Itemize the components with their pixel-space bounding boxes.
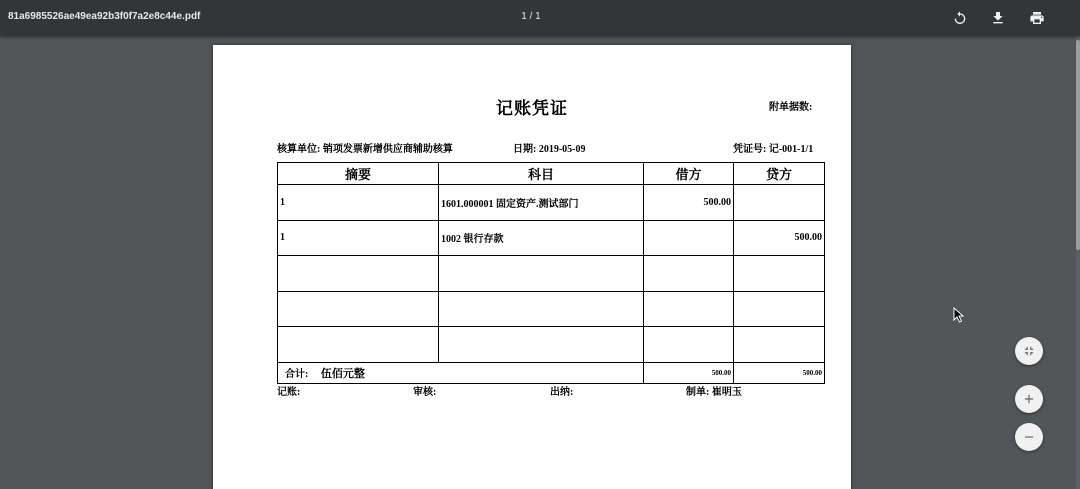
- debit-cell: [644, 291, 734, 327]
- summary-cell: [278, 256, 439, 292]
- credit-cell: 500.00: [734, 220, 825, 256]
- table-header-row: [278, 163, 825, 185]
- accounting-unit: [277, 140, 453, 155]
- fit-page-button[interactable]: [1015, 337, 1043, 365]
- debit-cell: [644, 220, 734, 256]
- bookkeeper-label: 记账:: [277, 387, 301, 398]
- preparer-value: 崔明玉: [711, 387, 742, 398]
- total-credit: 500.00: [734, 362, 825, 383]
- voucher-number: [733, 140, 813, 155]
- debit-cell: 500.00: [644, 185, 734, 221]
- total-amount-words: 伍佰元整: [320, 367, 365, 380]
- preparer-label: 制单:: [686, 387, 710, 398]
- summary-cell: [278, 327, 439, 363]
- zoom-out-button[interactable]: [1015, 423, 1043, 451]
- header-summary: 摘要: [278, 163, 439, 185]
- table-row: [278, 220, 825, 256]
- date-label: 日期:: [513, 144, 537, 155]
- date-value: 2019-05-09: [538, 144, 586, 155]
- scrollbar-thumb[interactable]: [1076, 40, 1080, 250]
- credit-cell: [734, 327, 825, 363]
- debit-cell: [644, 256, 734, 292]
- pdf-toolbar: [0, 0, 1080, 36]
- account-cell: [439, 256, 644, 292]
- unit-label: 核算单位:: [277, 144, 321, 155]
- table-row: [278, 185, 825, 221]
- zoom-in-icon: [1022, 392, 1036, 406]
- credit-cell: [734, 256, 825, 292]
- print-button[interactable]: [1027, 8, 1047, 28]
- total-debit: 500.00: [644, 362, 734, 383]
- summary-cell: 1: [278, 185, 439, 221]
- credit-cell: [734, 291, 825, 327]
- table-row: [278, 327, 825, 363]
- credit-cell: [734, 185, 825, 221]
- total-label: 合计:: [285, 368, 309, 380]
- download-button[interactable]: [988, 8, 1008, 28]
- account-cell: 1601.000001 固定资产.测试部门: [439, 185, 644, 221]
- total-row: [278, 362, 825, 383]
- cashier-label: 出纳:: [550, 387, 574, 398]
- voucher-no-label: 凭证号:: [733, 144, 767, 155]
- print-icon: [1029, 10, 1045, 26]
- account-cell: [439, 291, 644, 327]
- attachments-label: 附单据数:: [769, 102, 813, 113]
- mouse-cursor-icon: [953, 307, 965, 323]
- zoom-out-icon: [1022, 430, 1036, 444]
- table-row: [278, 256, 825, 292]
- fit-page-icon: [1022, 344, 1036, 358]
- summary-cell: 1: [278, 220, 439, 256]
- header-debit: 借方: [644, 163, 734, 185]
- download-icon: [990, 10, 1006, 26]
- table-row: [278, 291, 825, 327]
- account-cell: 1002 银行存款: [439, 220, 644, 256]
- account-cell: [439, 327, 644, 363]
- voucher-no-value: 记-001-1/1: [768, 144, 814, 155]
- unit-value: 销项发票新增供应商辅助核算: [322, 144, 453, 155]
- rotate-icon: [952, 10, 968, 26]
- preparer: [686, 383, 742, 398]
- header-account: 科目: [439, 163, 644, 185]
- pdf-page: [213, 45, 851, 489]
- summary-cell: [278, 291, 439, 327]
- voucher-title: 记账凭证: [496, 99, 568, 118]
- voucher-table: [277, 162, 825, 384]
- reviewer-label: 审核:: [413, 387, 437, 398]
- header-credit: 贷方: [734, 163, 825, 185]
- file-name: 81a6985526ae49ea92b3f0f7a2e8c44e.pdf: [8, 11, 201, 22]
- zoom-in-button[interactable]: [1015, 385, 1043, 413]
- voucher-date: [513, 140, 586, 155]
- total-cell: [278, 362, 644, 383]
- debit-cell: [644, 327, 734, 363]
- rotate-button[interactable]: [950, 8, 970, 28]
- page-indicator: 1 / 1: [521, 11, 541, 22]
